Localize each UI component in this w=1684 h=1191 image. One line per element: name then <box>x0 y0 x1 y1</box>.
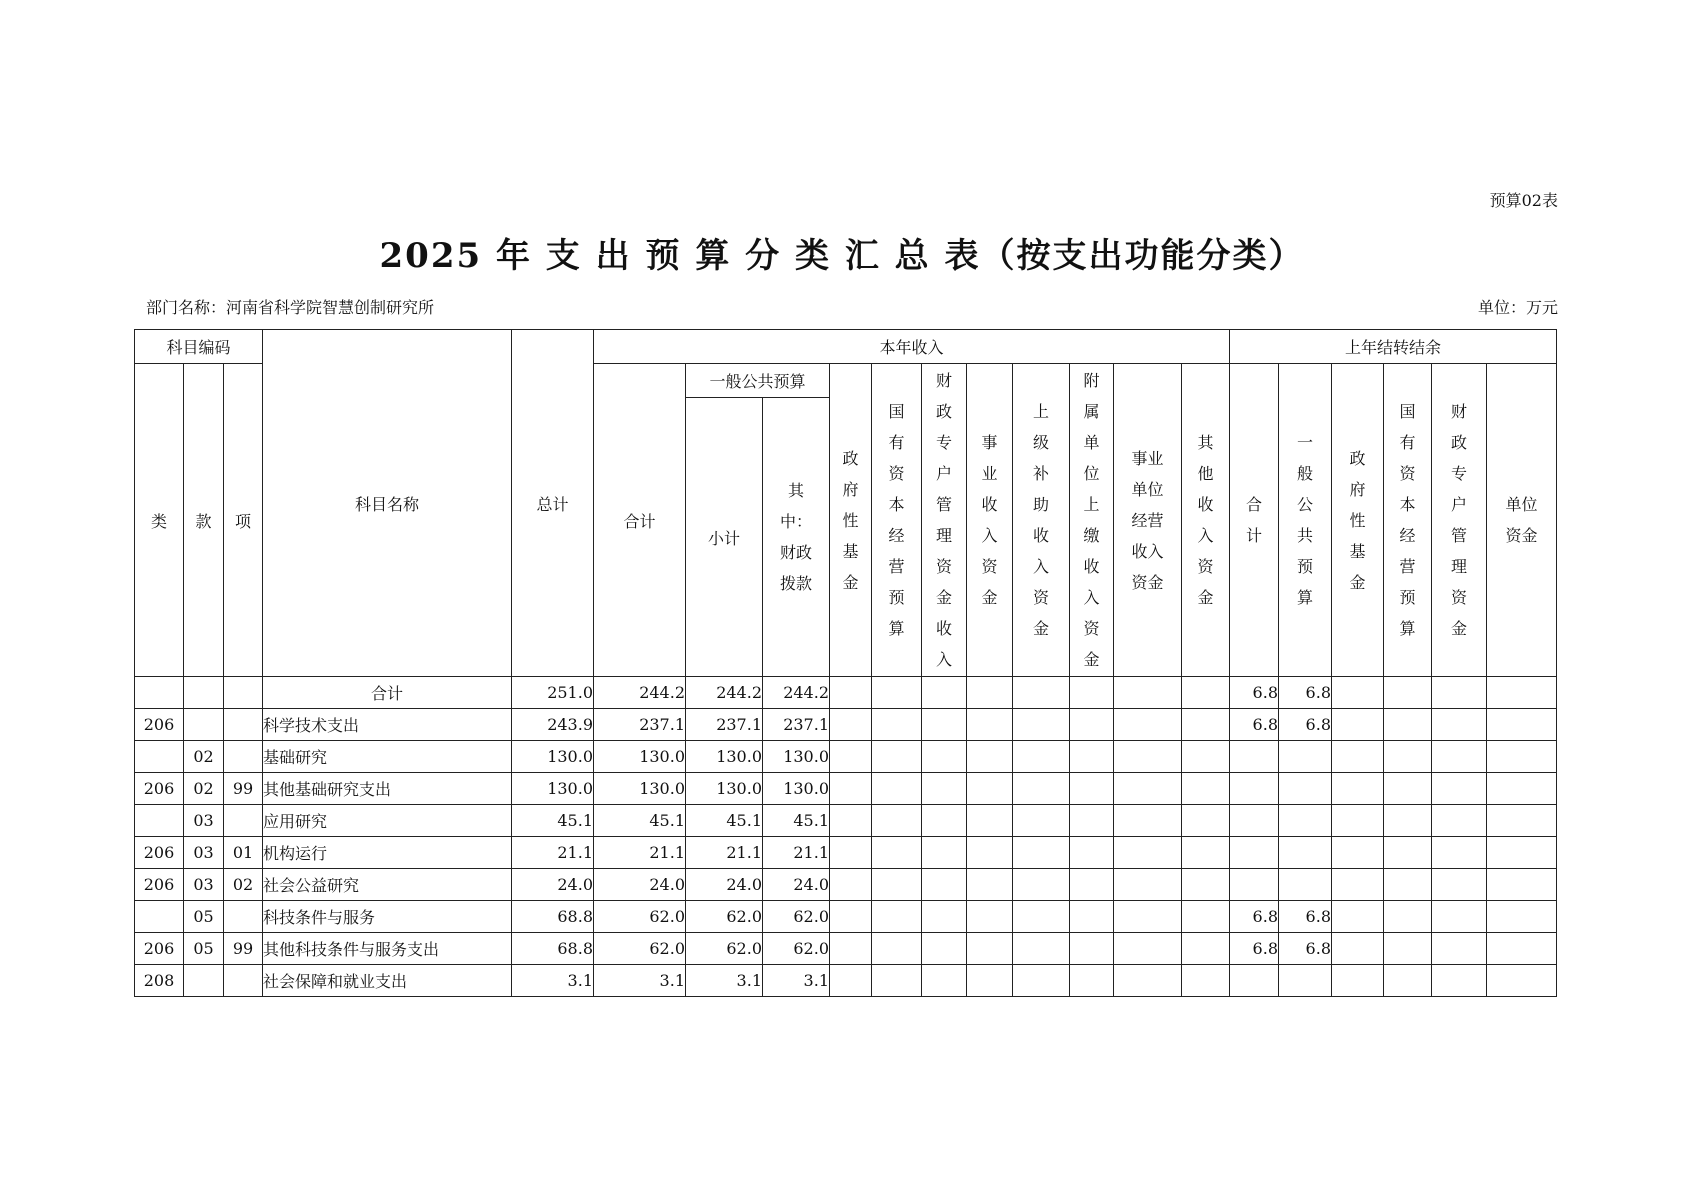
cell-xiang <box>224 741 263 773</box>
cell-empty <box>1332 965 1384 997</box>
cell-empty <box>872 965 922 997</box>
cell-empty <box>1013 805 1070 837</box>
cell-empty <box>1432 933 1487 965</box>
cell-empty <box>1013 709 1070 741</box>
cell-xiaoji: 45.1 <box>686 805 763 837</box>
cell-empty <box>872 837 922 869</box>
cell-empty <box>1384 933 1432 965</box>
cell-empty <box>1487 837 1557 869</box>
cell-lei <box>135 805 184 837</box>
cell-prev-general <box>1279 773 1332 805</box>
cell-total: 24.0 <box>512 869 594 901</box>
header-prev-state-capital: 国有资本经营预算 <box>1384 364 1432 677</box>
cell-empty <box>1114 837 1182 869</box>
header-xiang: 项 <box>224 364 263 677</box>
cell-total: 130.0 <box>512 741 594 773</box>
cell-name: 机构运行 <box>263 837 512 869</box>
cell-prev-heji <box>1230 965 1279 997</box>
header-superior-subsidy: 上级补助收入资金 <box>1013 364 1070 677</box>
cell-empty <box>830 965 872 997</box>
cell-xiang <box>224 709 263 741</box>
cell-kuan <box>184 709 224 741</box>
cell-name: 基础研究 <box>263 741 512 773</box>
cell-empty <box>872 741 922 773</box>
cell-xiaoji: 62.0 <box>686 901 763 933</box>
cell-empty <box>1114 869 1182 901</box>
budget-table <box>134 329 1557 997</box>
cell-empty <box>1384 901 1432 933</box>
cell-empty <box>922 869 967 901</box>
cell-empty <box>1332 869 1384 901</box>
cell-empty <box>1182 869 1230 901</box>
header-name: 科目名称 <box>263 330 512 677</box>
cell-empty <box>1070 837 1114 869</box>
cell-total: 68.8 <box>512 933 594 965</box>
cell-heji: 130.0 <box>594 773 686 805</box>
cell-prev-general: 6.8 <box>1279 933 1332 965</box>
cell-prev-general: 6.8 <box>1279 709 1332 741</box>
cell-empty <box>1070 805 1114 837</box>
cell-fiscal: 244.2 <box>763 677 830 709</box>
cell-empty <box>1384 805 1432 837</box>
cell-xiang <box>224 805 263 837</box>
cell-heji: 24.0 <box>594 869 686 901</box>
cell-empty <box>1070 677 1114 709</box>
cell-fiscal: 130.0 <box>763 741 830 773</box>
cell-empty <box>922 901 967 933</box>
cell-empty <box>830 805 872 837</box>
table-row <box>135 709 1557 741</box>
header-operating-income: 事业单位经营收入资金 <box>1114 364 1182 677</box>
header-fiscal-alloc: 其中：财政拨款 <box>763 398 830 677</box>
header-prev-heji: 合计 <box>1230 364 1279 677</box>
cell-total: 3.1 <box>512 965 594 997</box>
cell-lei <box>135 901 184 933</box>
cell-empty <box>1182 901 1230 933</box>
cell-empty <box>1013 677 1070 709</box>
cell-prev-general <box>1279 869 1332 901</box>
cell-empty <box>1182 933 1230 965</box>
cell-empty <box>1070 869 1114 901</box>
cell-empty <box>1013 741 1070 773</box>
unit-label: 单位：万元 <box>1477 298 1558 317</box>
cell-xiaoji: 237.1 <box>686 709 763 741</box>
cell-empty <box>967 677 1013 709</box>
cell-prev-heji <box>1230 837 1279 869</box>
cell-lei: 206 <box>135 837 184 869</box>
header-xiaoji: 小计 <box>686 398 763 677</box>
cell-empty <box>922 933 967 965</box>
cell-prev-heji: 6.8 <box>1230 901 1279 933</box>
cell-name: 其他基础研究支出 <box>263 773 512 805</box>
cell-lei <box>135 741 184 773</box>
header-current-income: 本年收入 <box>594 330 1230 364</box>
cell-prev-general <box>1279 837 1332 869</box>
cell-prev-general <box>1279 805 1332 837</box>
cell-prev-general <box>1279 965 1332 997</box>
cell-kuan: 03 <box>184 837 224 869</box>
cell-total: 21.1 <box>512 837 594 869</box>
cell-empty <box>922 837 967 869</box>
cell-lei: 206 <box>135 709 184 741</box>
cell-empty <box>1432 901 1487 933</box>
header-affiliated-income: 附属单位上缴收入资金 <box>1070 364 1114 677</box>
cell-empty <box>1114 965 1182 997</box>
cell-empty <box>967 965 1013 997</box>
header-kuan: 款 <box>184 364 224 677</box>
cell-empty <box>922 709 967 741</box>
cell-empty <box>1487 805 1557 837</box>
cell-xiang <box>224 901 263 933</box>
cell-heji: 3.1 <box>594 965 686 997</box>
cell-empty <box>1182 709 1230 741</box>
cell-empty <box>872 933 922 965</box>
cell-xiaoji: 24.0 <box>686 869 763 901</box>
cell-empty <box>1070 965 1114 997</box>
cell-empty <box>922 677 967 709</box>
cell-xiang: 99 <box>224 773 263 805</box>
cell-empty <box>1432 773 1487 805</box>
cell-empty <box>1070 773 1114 805</box>
cell-empty <box>967 933 1013 965</box>
cell-empty <box>967 805 1013 837</box>
cell-kuan: 03 <box>184 805 224 837</box>
cell-empty <box>1332 805 1384 837</box>
cell-empty <box>1182 965 1230 997</box>
cell-name: 应用研究 <box>263 805 512 837</box>
cell-empty <box>967 741 1013 773</box>
cell-heji: 130.0 <box>594 741 686 773</box>
cell-prev-general: 6.8 <box>1279 901 1332 933</box>
cell-empty <box>1432 677 1487 709</box>
cell-empty <box>967 869 1013 901</box>
department-name: 部门名称：河南省科学院智慧创制研究所 <box>146 298 435 317</box>
cell-xiang <box>224 965 263 997</box>
cell-empty <box>1114 677 1182 709</box>
cell-empty <box>1332 933 1384 965</box>
cell-empty <box>872 709 922 741</box>
header-heji: 合计 <box>594 364 686 677</box>
header-prev-surplus: 上年结转结余 <box>1230 330 1557 364</box>
cell-empty <box>1487 677 1557 709</box>
cell-xiaoji: 244.2 <box>686 677 763 709</box>
cell-empty <box>1182 773 1230 805</box>
cell-empty <box>1384 677 1432 709</box>
cell-empty <box>1487 741 1557 773</box>
cell-empty <box>1070 933 1114 965</box>
cell-empty <box>830 677 872 709</box>
cell-empty <box>1384 741 1432 773</box>
cell-empty <box>1332 901 1384 933</box>
cell-empty <box>1013 933 1070 965</box>
cell-empty <box>872 805 922 837</box>
cell-empty <box>1432 741 1487 773</box>
header-general-budget: 一般公共预算 <box>686 364 830 398</box>
cell-xiaoji: 130.0 <box>686 741 763 773</box>
header-unit-funds: 单位资金 <box>1487 364 1557 677</box>
cell-empty <box>830 773 872 805</box>
cell-empty <box>1013 837 1070 869</box>
cell-empty <box>1384 773 1432 805</box>
cell-name: 社会公益研究 <box>263 869 512 901</box>
cell-kuan: 02 <box>184 773 224 805</box>
cell-empty <box>1384 837 1432 869</box>
header-total: 总计 <box>512 330 594 677</box>
cell-fiscal: 130.0 <box>763 773 830 805</box>
cell-empty <box>1070 901 1114 933</box>
cell-fiscal: 62.0 <box>763 933 830 965</box>
cell-kuan <box>184 965 224 997</box>
cell-empty <box>1487 901 1557 933</box>
cell-empty <box>1182 677 1230 709</box>
header-other-income: 其他收入资金 <box>1182 364 1230 677</box>
cell-total: 130.0 <box>512 773 594 805</box>
cell-heji: 21.1 <box>594 837 686 869</box>
cell-heji: 45.1 <box>594 805 686 837</box>
table-row <box>135 773 1557 805</box>
cell-kuan: 05 <box>184 901 224 933</box>
cell-lei <box>135 677 184 709</box>
cell-empty <box>1332 837 1384 869</box>
cell-xiang <box>224 677 263 709</box>
cell-name: 科技条件与服务 <box>263 901 512 933</box>
table-row <box>135 677 1557 709</box>
header-gov-fund: 政府性基金 <box>830 364 872 677</box>
cell-prev-heji <box>1230 741 1279 773</box>
header-lei: 类 <box>135 364 184 677</box>
cell-xiaoji: 3.1 <box>686 965 763 997</box>
cell-empty <box>1487 773 1557 805</box>
cell-empty <box>1114 741 1182 773</box>
cell-empty <box>1013 965 1070 997</box>
cell-prev-general <box>1279 741 1332 773</box>
cell-empty <box>830 837 872 869</box>
cell-name: 合计 <box>263 677 512 709</box>
table-row <box>135 869 1557 901</box>
cell-fiscal: 45.1 <box>763 805 830 837</box>
table-row <box>135 965 1557 997</box>
cell-prev-heji: 6.8 <box>1230 709 1279 741</box>
cell-name: 其他科技条件与服务支出 <box>263 933 512 965</box>
cell-empty <box>1114 901 1182 933</box>
cell-fiscal: 237.1 <box>763 709 830 741</box>
cell-heji: 62.0 <box>594 901 686 933</box>
table-row <box>135 933 1557 965</box>
page-title: 2025 年 支 出 预 算 分 类 汇 总 表（按支出功能分类） <box>379 236 1305 276</box>
cell-xiang: 99 <box>224 933 263 965</box>
cell-empty <box>967 901 1013 933</box>
cell-prev-general: 6.8 <box>1279 677 1332 709</box>
cell-total: 68.8 <box>512 901 594 933</box>
cell-prev-heji <box>1230 805 1279 837</box>
cell-name: 社会保障和就业支出 <box>263 965 512 997</box>
cell-empty <box>1332 709 1384 741</box>
cell-empty <box>1013 869 1070 901</box>
cell-empty <box>1332 773 1384 805</box>
form-number: 预算02表 <box>1489 191 1558 210</box>
cell-empty <box>1384 965 1432 997</box>
cell-empty <box>1114 805 1182 837</box>
cell-empty <box>1432 837 1487 869</box>
cell-empty <box>1182 805 1230 837</box>
cell-empty <box>922 773 967 805</box>
cell-empty <box>1384 709 1432 741</box>
cell-fiscal: 21.1 <box>763 837 830 869</box>
cell-empty <box>872 677 922 709</box>
cell-heji: 244.2 <box>594 677 686 709</box>
cell-empty <box>830 741 872 773</box>
cell-empty <box>1432 965 1487 997</box>
cell-empty <box>1487 869 1557 901</box>
cell-prev-heji: 6.8 <box>1230 933 1279 965</box>
cell-total: 251.0 <box>512 677 594 709</box>
cell-prev-heji <box>1230 773 1279 805</box>
table-body <box>135 677 1557 997</box>
cell-empty <box>1114 933 1182 965</box>
cell-lei: 206 <box>135 869 184 901</box>
header-state-capital: 国有资本经营预算 <box>872 364 922 677</box>
cell-empty <box>830 869 872 901</box>
cell-empty <box>830 709 872 741</box>
cell-empty <box>830 933 872 965</box>
cell-empty <box>922 965 967 997</box>
cell-empty <box>1013 773 1070 805</box>
cell-kuan: 05 <box>184 933 224 965</box>
cell-empty <box>967 773 1013 805</box>
cell-lei: 206 <box>135 933 184 965</box>
cell-xiaoji: 130.0 <box>686 773 763 805</box>
table-row <box>135 805 1557 837</box>
cell-lei: 206 <box>135 773 184 805</box>
cell-empty <box>872 773 922 805</box>
cell-empty <box>1384 869 1432 901</box>
header-code: 科目编码 <box>135 330 263 364</box>
cell-empty <box>922 741 967 773</box>
cell-heji: 237.1 <box>594 709 686 741</box>
cell-empty <box>1487 965 1557 997</box>
table-row <box>135 741 1557 773</box>
cell-kuan: 03 <box>184 869 224 901</box>
table-row <box>135 901 1557 933</box>
cell-empty <box>967 709 1013 741</box>
header-prev-general: 一般公共预算 <box>1279 364 1332 677</box>
cell-xiang: 01 <box>224 837 263 869</box>
cell-empty <box>872 869 922 901</box>
cell-empty <box>1332 677 1384 709</box>
cell-xiaoji: 21.1 <box>686 837 763 869</box>
cell-empty <box>1114 709 1182 741</box>
cell-xiang: 02 <box>224 869 263 901</box>
cell-empty <box>1332 741 1384 773</box>
cell-total: 45.1 <box>512 805 594 837</box>
cell-empty <box>1070 741 1114 773</box>
cell-empty <box>967 837 1013 869</box>
header-fiscal-special: 财政专户管理资金收入 <box>922 364 967 677</box>
cell-empty <box>1182 837 1230 869</box>
cell-prev-heji: 6.8 <box>1230 677 1279 709</box>
cell-empty <box>1114 773 1182 805</box>
cell-empty <box>1487 709 1557 741</box>
cell-empty <box>1182 741 1230 773</box>
table-row <box>135 837 1557 869</box>
cell-fiscal: 62.0 <box>763 901 830 933</box>
cell-empty <box>1013 901 1070 933</box>
header-prev-fiscal-special: 财政专户管理资金 <box>1432 364 1487 677</box>
cell-xiaoji: 62.0 <box>686 933 763 965</box>
cell-empty <box>1432 709 1487 741</box>
cell-fiscal: 3.1 <box>763 965 830 997</box>
cell-fiscal: 24.0 <box>763 869 830 901</box>
cell-empty <box>1432 805 1487 837</box>
cell-empty <box>872 901 922 933</box>
header-business-income: 事业收入资金 <box>967 364 1013 677</box>
cell-name: 科学技术支出 <box>263 709 512 741</box>
cell-empty <box>1432 869 1487 901</box>
cell-heji: 62.0 <box>594 933 686 965</box>
cell-total: 243.9 <box>512 709 594 741</box>
cell-kuan: 02 <box>184 741 224 773</box>
cell-kuan <box>184 677 224 709</box>
cell-prev-heji <box>1230 869 1279 901</box>
cell-empty <box>830 901 872 933</box>
cell-empty <box>922 805 967 837</box>
cell-empty <box>1070 709 1114 741</box>
cell-empty <box>1487 933 1557 965</box>
header-prev-gov-fund: 政府性基金 <box>1332 364 1384 677</box>
cell-lei: 208 <box>135 965 184 997</box>
